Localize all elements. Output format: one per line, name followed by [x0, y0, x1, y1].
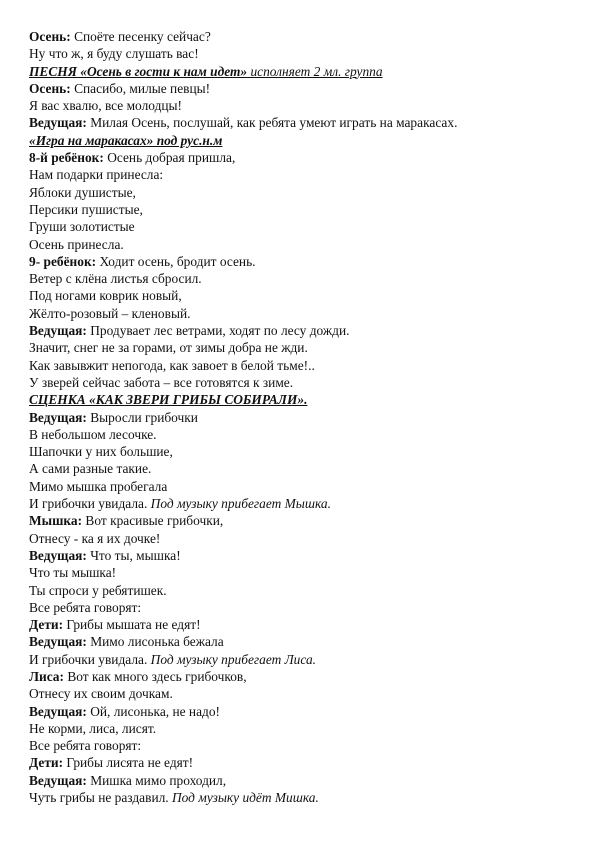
line-text: Жёлто-розовый – кленовый.: [29, 305, 191, 321]
line-text: Не корми, лиса, лисят.: [29, 720, 157, 736]
line-text: Все ребята говорят:: [29, 738, 142, 754]
line-text: Ветер с клёна листья сбросил.: [29, 271, 202, 287]
text-line: [29, 166, 569, 183]
text-line: [29, 633, 569, 650]
text-line: [29, 460, 569, 477]
line-text: Споёте песенку сейчас?: [70, 29, 211, 44]
line-text: Мимо мышка пробегала: [29, 478, 168, 494]
line-text: И грибочки увидала.: [29, 496, 151, 512]
line-text: У зверей сейчас забота – все готовятся к зиме.: [29, 374, 294, 390]
text-line: [29, 703, 569, 720]
text-line: [29, 357, 569, 374]
text-line: [29, 651, 569, 668]
line-text: Ходит осень, бродит осень.: [96, 253, 256, 269]
text-line: [29, 287, 569, 304]
line-text: Выросли грибочки: [86, 409, 198, 425]
stage-direction: Под музыку идёт Мишка.: [171, 790, 319, 806]
line-text: Как завывжит непогода, как завоет в белой тьме!..: [29, 357, 315, 373]
section-heading: ПЕСНЯ «Осень в гости к нам идет»: [29, 63, 248, 79]
text-line: [29, 668, 569, 685]
line-text: Милая Осень, послушай, как ребята умеют играть на маракасах.: [86, 115, 458, 131]
speaker-label: Дети:: [29, 755, 64, 771]
speaker-label: Мышка:: [29, 513, 83, 529]
text-line: [29, 253, 569, 270]
line-text: Что ты, мышка!: [86, 547, 181, 563]
line-text: Под ногами коврик новый,: [29, 288, 182, 304]
line-text: Вот красивые грибочки,: [82, 513, 224, 529]
text-line: [29, 426, 569, 443]
text-line: [29, 80, 569, 97]
stage-direction: Под музыку прибегает Лиса.: [150, 651, 317, 667]
speaker-label: Ведущая:: [29, 409, 87, 425]
line-text: Грибы мышата не едят!: [63, 617, 201, 633]
line-text: Ну что ж, я буду слушать вас!: [29, 46, 199, 62]
line-text: Мимо лисонька бежала: [86, 634, 224, 650]
text-line: [29, 512, 569, 529]
speaker-label: 9- ребёнок:: [29, 253, 97, 269]
text-line: [29, 789, 569, 806]
text-line: [29, 443, 569, 460]
text-line: [29, 374, 569, 391]
speaker-label: Осень:: [29, 80, 71, 96]
line-text: Грибы лисята не едят!: [63, 755, 194, 771]
text-line: [29, 45, 569, 62]
line-text: Ой, лисонька, не надо!: [86, 703, 220, 719]
text-line: [29, 495, 569, 512]
text-line: [29, 409, 569, 426]
text-line: [29, 322, 569, 339]
line-text: Мишка мимо проходил,: [86, 772, 227, 788]
speaker-label: Ведущая:: [29, 703, 87, 719]
line-text: Отнесу - ка я их дочке!: [29, 530, 161, 546]
line-text: И грибочки увидала.: [29, 651, 151, 667]
text-line: [29, 149, 569, 166]
line-text: Вот как много здесь грибочков,: [63, 668, 247, 684]
text-line: [29, 236, 569, 253]
line-text: В небольшом лесочке.: [29, 426, 157, 442]
line-text: Груши золотистые: [29, 219, 135, 235]
speaker-label: Лиса:: [29, 668, 64, 684]
section-heading: «Игра на маракасах» под рус.н.м: [29, 132, 223, 148]
text-line: [29, 478, 569, 495]
text-line: [29, 720, 569, 737]
text-line: [29, 184, 569, 201]
line-text: А сами разные такие.: [29, 461, 152, 477]
line-text: Персики пушистые,: [29, 201, 143, 217]
speaker-label: Ведущая:: [29, 634, 87, 650]
text-line: [29, 616, 569, 633]
speaker-label: Осень:: [29, 29, 71, 44]
heading-note: исполняет 2 мл. группа: [247, 63, 383, 79]
text-line: [29, 547, 569, 564]
line-text: Яблоки душистые,: [29, 184, 136, 200]
text-line: [29, 339, 569, 356]
text-line: [29, 685, 569, 702]
line-text: Чуть грибы не раздавил.: [29, 790, 172, 806]
line-text: Осень принесла.: [29, 236, 124, 252]
text-line: [29, 564, 569, 581]
text-line: [29, 772, 569, 789]
speaker-label: Ведущая:: [29, 323, 87, 339]
text-line: [29, 63, 569, 80]
text-line: [29, 218, 569, 235]
text-line: [29, 305, 569, 322]
line-text: Продувает лес ветрами, ходят по лесу дожди.: [86, 323, 350, 339]
line-text: Все ребята говорят:: [29, 599, 142, 615]
speaker-label: Ведущая:: [29, 115, 87, 131]
text-line: [29, 391, 569, 408]
text-line: [29, 582, 569, 599]
line-text: Шапочки у них большие,: [29, 444, 173, 460]
line-text: Нам подарки принесла:: [29, 167, 164, 183]
text-line: [29, 530, 569, 547]
line-text: Значит, снег не за горами, от зимы добра не жди.: [29, 340, 308, 356]
stage-direction: Под музыку прибегает Мышка.: [150, 496, 331, 512]
text-line: [29, 737, 569, 754]
speaker-label: Ведущая:: [29, 547, 87, 563]
text-line: [29, 201, 569, 218]
text-line: [29, 28, 569, 45]
text-line: [29, 114, 569, 131]
line-text: Осень добрая пришла,: [103, 150, 236, 166]
text-line: [29, 132, 569, 149]
line-text: Спасибо, милые певцы!: [70, 80, 211, 96]
speaker-label: 8-й ребёнок:: [29, 150, 104, 166]
line-text: Я вас хвалю, все молодцы!: [29, 98, 183, 114]
text-line: [29, 97, 569, 114]
speaker-label: Дети:: [29, 617, 64, 633]
section-heading: СЦЕНКА «КАК ЗВЕРИ ГРИБЫ СОБИРАЛИ».: [29, 392, 308, 408]
document-page: [29, 28, 569, 806]
line-text: Что ты мышка!: [29, 565, 117, 581]
text-line: [29, 270, 569, 287]
text-line: [29, 754, 569, 771]
text-line: [29, 599, 569, 616]
line-text: Отнесу их своим дочкам.: [29, 686, 173, 702]
speaker-label: Ведущая:: [29, 772, 87, 788]
line-text: Ты спроси у ребятишек.: [29, 582, 167, 598]
